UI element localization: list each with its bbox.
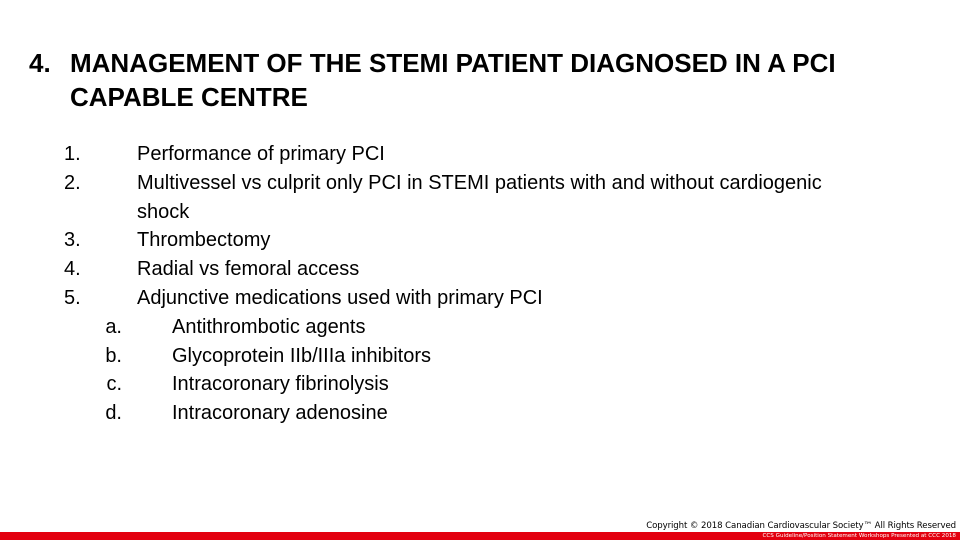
sub-list-item [0,342,960,371]
subitem-text: Glycoprotein IIb/IIIa inhibitors [172,344,432,367]
list-item [0,284,960,313]
list-item [0,169,960,227]
item-number: 3. [64,229,81,252]
list-item [0,140,960,169]
subitem-letter: a. [105,315,122,338]
item-text: Adjunctive medications used with primary PCI [137,286,543,309]
subitem-letter: c. [106,373,122,396]
subitem-text: Intracoronary fibrinolysis [172,373,389,396]
item-number: 5. [64,286,81,309]
agenda-list [0,140,960,428]
title-text: MANAGEMENT OF THE STEMI PATIENT DIAGNOSED IN A PCI CAPABLE CENTRE [70,48,836,112]
item-number: 1. [64,143,81,165]
subitem-letter: d. [105,402,122,425]
copyright-notice: Copyright © 2018 Canadian Cardiovascular Society™ All Rights Reserved [646,521,956,531]
item-text: Radial vs femoral access [137,258,360,281]
slide-title [29,46,929,114]
subitem-letter: b. [105,344,122,367]
list-item [0,226,960,255]
item-text: Thrombectomy [137,229,271,252]
footer [646,521,956,531]
sub-list-item [0,370,960,399]
sub-list-item [0,313,960,342]
item-text: Performance of primary PCI [137,143,385,165]
subitem-text: Intracoronary adenosine [172,402,388,425]
title-number: 4. [29,48,51,78]
sub-list-item [0,399,960,428]
item-text: Multivessel vs culprit only PCI in STEMI patients with and without cardiogenic shock [137,171,822,223]
footer-subline: CCS Guideline/Position Statement Workshops Presented at CCC 2018 [762,533,956,539]
item-number: 4. [64,258,81,281]
subitem-text: Antithrombotic agents [172,315,366,338]
list-item [0,255,960,284]
item-number: 2. [64,171,81,194]
